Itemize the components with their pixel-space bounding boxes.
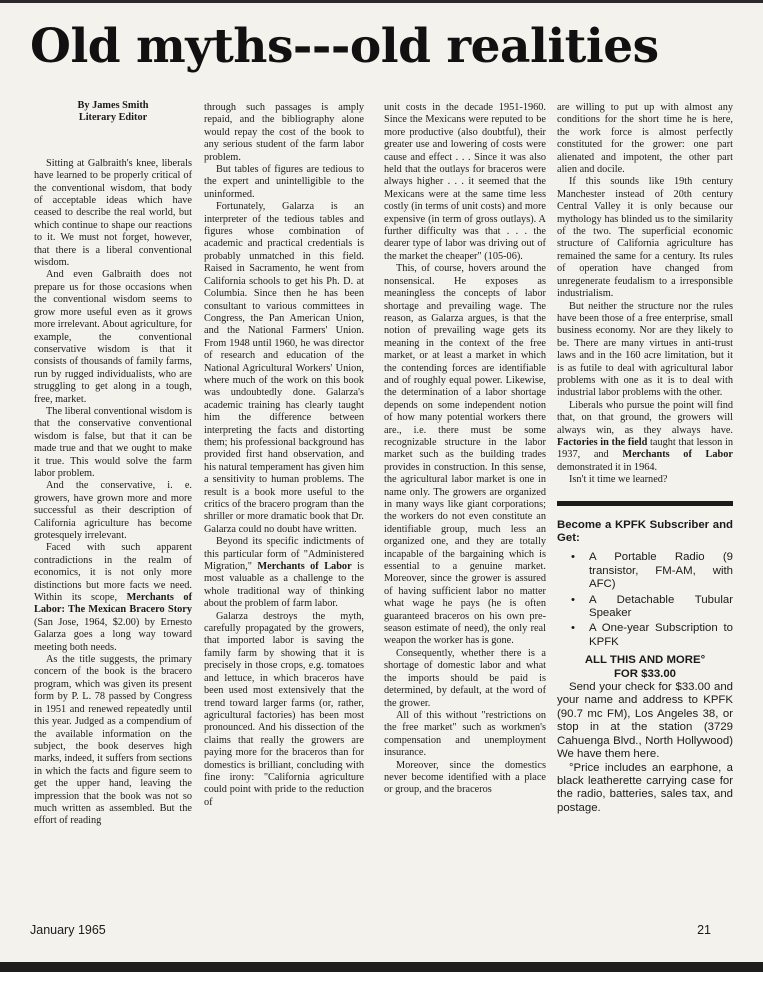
paragraph-text: Liberals who pursue the point will find that, on that ground, the growers will always win, as they always have. — [557, 399, 733, 436]
article-headline: Old myths---old realities — [30, 19, 659, 74]
ad-heading: Become a KPFK Subscriber and Get: — [557, 518, 733, 544]
paragraph: Fortunately, Galarza is an interpreter of the tedious tables and figures whose combination of academic and practical credentials is probably unmatched in this field. Raised in Sacramento, he went from California schools to get his Ph. D. at Columbia. Since then he has been consultant to various committees in Congress, the Pan American Union, and the National Farmers' Union. From 1948 until 1960, he was director of research and education of the National Agricultural Workers' Union, where much of the work on this book was undoubtedly done. Galarza's academic training has clearly taught him the difference between interpreting the facts and distorting them; his professional background has provided first hand observation, and his natural temperament has given him a sensitivity to human problems. The result is a book more useful to the critics of the bracero program than the shriller or more dramatic book that Dr. Galarza could no doubt have written. — [204, 201, 364, 535]
bottom-margin — [0, 972, 763, 990]
paragraph — [557, 400, 733, 474]
ad-price-line: FOR $33.00 — [613, 667, 677, 680]
ad-list — [557, 551, 733, 649]
paragraph: If this sounds like 19th century Manchester instead of 20th century Central Valley it is only because our mythology has blinded us to the similarity of the two. The superficial economic structure of California agriculture has remained the same for a century. Its rules of operation have changed from unregenerate feudalism to a irresponsible industrialism. — [557, 176, 733, 300]
book-title: Merchants of Labor — [257, 561, 352, 573]
paragraph: And the conservative, i. e. growers, have grown more and more successful as their description of California agriculture has become grotesquely irrelevant. — [34, 480, 192, 541]
ad-list-item: • A Portable Radio (9 transistor, FM-AM, with AFC) — [557, 551, 733, 591]
paragraph: through such passages is amply repaid, and the bibliography alone would repay the cost of the book to any serious student of the farm labor problem. — [204, 102, 364, 163]
book-title: Merchants of Labor: The Mexican Bracero Story — [34, 592, 193, 616]
ad-list-item: • A Detachable Tubular Speaker — [557, 594, 733, 621]
page-number: 21 — [697, 923, 711, 937]
top-rule — [0, 0, 763, 3]
book-title: Merchants of Labor — [622, 449, 733, 461]
ad-divider — [557, 501, 733, 506]
byline-author: By James Smith — [77, 100, 149, 111]
column-2 — [204, 102, 364, 809]
paragraph: This, of course, hovers around the nonsensical. He exposes as meaningless the concepts of labor shortage and prevailing wage. The reason, as Galarza argues, is that the notion of prevailing wage gets its meaning in the context of the free market, or at least a market in which the contending forces are identifiable and of roughly equal power. Likewise, the determination of a labor shortage depends on some independent notion of how many potential workers there are., i.e. there must be some recognizable structure in the labor market such as the building trades provides in construction. In this sense, the agricultural labor market is one in name only. The growers are organized in many ways like giant corporations; the workers do not even constitute an identifiable group, much less an organized one, and they are totally incapable of the bargaining which is essential to a genuine market. Moreover, since the grower is assured of having sufficient labor no matter what wage he pays (he is often guaranteed braceros on his own pre-season estimate of need), the only real weapon the worker has is gone. — [384, 263, 546, 647]
ad-footnote: °Price includes an earphone, a black leatherette carrying case for the radio, batteries, sales tax, and postage. — [557, 761, 733, 814]
paragraph — [204, 536, 364, 610]
book-title: Factories in the field — [557, 436, 648, 448]
paragraph-text: Faced with such apparent contradictions in the realm of economics, it is not only more distinctions but more facts we need. Within its scope, — [34, 542, 192, 604]
ad-offer-line: ALL THIS AND MORE° — [584, 654, 706, 667]
paragraph-text: taught that lesson in 1937, and — [557, 436, 733, 461]
paragraph: And even Galbraith does not prepare us for those occasions when the conventional wisdom seems to grow more useful even as it grows more irrelevant. About agriculture, for example, the conventional conservative wisdom is that it consists of thousands of family farms, run by rugged individualists, who are struggling to get along in a tough, free, market. — [34, 269, 192, 405]
bottom-edge-bar — [0, 962, 763, 972]
kpfk-advertisement — [557, 519, 733, 816]
paragraph: are willing to put up with almost any conditions for the short time he is here, the work force is almost perfectly constituted for the grower: one part alienated and impotent, the other part alien and docile. — [557, 102, 733, 176]
column-3 — [384, 102, 546, 797]
paragraph-text: Beyond its specific indictments of this particular form of "Administered Migration," — [204, 536, 364, 573]
paragraph: The liberal conventional wisdom is that the conservative conventional wisdom is false, but that it can be made true and that we ought to make it true. This would solve the farm labor problem. — [34, 405, 192, 479]
paragraph: Consequently, whether there is a shortage of domestic labor and what the imports should be paid is determined, by default, at the word of the grower. — [384, 647, 546, 709]
paragraph: As the title suggests, the primary concern of the book is the bracero program, which was given its present form by P. L. 78 passed by Congress in 1951 and renewed repeatedly until this year. Judged as a compendium of the available information on the subject, the book deserves high marks, indeed, it suffers from sections in which the facts and figure seem to get the upper hand, leaving the impression that the book was not so much written as assembled. But the effort of reading — [34, 654, 192, 827]
ad-list-item: • A One-year Subscription to KPFK — [557, 622, 733, 649]
column-4 — [557, 102, 733, 815]
paragraph-text: demonstrated it in 1964. — [557, 461, 658, 473]
paragraph: unit costs in the decade 1951-1960. Since the Mexicans were reputed to be more productive (also doubtful), their greater use and lowering of costs were cause and effect . . . Since it was also held that the outlays for braceros were always higher . . . it seemed that the Mexicans were at the same time less costly (in terms of unit costs) and more expensive (in term of gross outlays). A further difficulty was that . . . the dearer type of labor was driving out of the market the cheaper" (105-06). — [384, 102, 546, 262]
paragraph-text: (San Jose, 1964, $2.00) by Ernesto Galarza goes a long way toward meeting both needs. — [34, 616, 192, 653]
paragraph: Galarza destroys the myth, carefully propagated by the growers, that imported labor is saving the family farm by showing that it is precisely in those crops, e.g. tomatoes and lettuce, in which braceros have been used most extensively that the trend toward larger farms (or, rather, agricultural factories) has been most pronounced. And his dissection of the claims that really the growers are paying more for the braceros than for domestics is brilliant, concluding with fine irony: "California agriculture could point with pride to the reduction of — [204, 610, 364, 808]
paragraph: Sitting at Galbraith's knee, liberals have learned to be properly critical of the conventional wisdom, that body of acceptable ideas which have ceased to describe the real world, but which continue to shape our reactions to it. We must not forget, however, that there is a liberal conventional wisdom. — [34, 157, 192, 269]
byline — [34, 100, 192, 125]
paragraph — [34, 542, 192, 654]
paragraph-text: is most valuable as a challenge to the whole traditional way of thinking about the problem of farm labor. — [204, 561, 364, 610]
byline-role: Literary Editor — [78, 112, 148, 124]
paragraph: Isn't it time we learned? — [569, 474, 668, 486]
footer-date: January 1965 — [30, 923, 106, 937]
paragraph: But neither the structure nor the rules have been those of a free enterprise, small business economy. Nor are they likely to be. There are many virtues in anti-trust laws and in the 160 acre limitation, but it is as futile to deal with agricultural labor problems with one as it is to deal with industrial labor problems with the other. — [557, 300, 733, 399]
paragraph: Moreover, since the domestics never become identified with a place or group, and the braceros — [384, 759, 546, 796]
paragraph: All of this without "restrictions on the free market" such as workmen's compensation and unemployment insurance. — [384, 709, 546, 759]
ad-body: Send your check for $33.00 and your name and address to KPFK (90.7 mc FM), Los Angeles 38, or stop in at the station (3729 Cahuenga Blvd., North Hollywood) We have them here. — [557, 681, 733, 761]
paragraph: But tables of figures are tedious to the expert and unintelligible to the uninformed. — [204, 164, 364, 200]
column-1 — [34, 100, 192, 828]
